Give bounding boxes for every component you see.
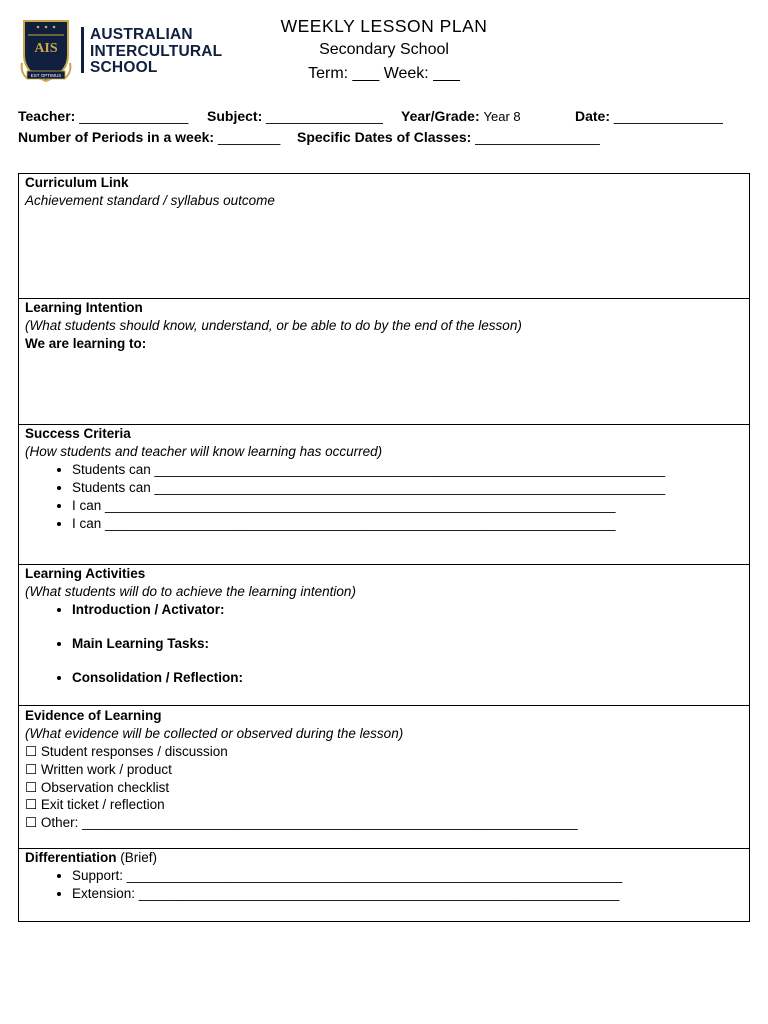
curriculum-section[interactable]	[19, 174, 749, 299]
dates-value: ________________	[475, 129, 600, 145]
activity-item: • Consolidation / Reflection:	[72, 669, 743, 687]
intention-heading: Learning Intention	[25, 300, 143, 315]
checkbox-icon[interactable]: ☐	[25, 815, 38, 831]
differentiation-item: • Extension: ________________________________________________________________	[72, 885, 743, 903]
evidence-option[interactable]	[25, 761, 743, 779]
activities-heading: Learning Activities	[25, 566, 146, 581]
lesson-plan-table	[18, 173, 750, 922]
success-item: • Students can ____________________________________________________________________	[72, 461, 743, 479]
periods-value: ________	[217, 129, 281, 145]
checkbox-icon[interactable]: ☐	[25, 744, 38, 759]
success-item: • I can ____________________________________________________________________	[72, 497, 743, 515]
year-label: Year/Grade:	[401, 108, 480, 124]
evidence-heading: Evidence of Learning	[25, 708, 162, 723]
subject-label: Subject:	[207, 108, 263, 124]
evidence-option-label: Written work / product	[40, 761, 172, 777]
success-subtitle: (How students and teacher will know learning has occurred)	[25, 444, 383, 459]
subject-field[interactable]	[207, 108, 383, 124]
page-title: WEEKLY LESSON PLAN	[280, 16, 488, 36]
school-name-line-3: SCHOOL	[90, 59, 158, 76]
teacher-value: ______________	[79, 108, 189, 124]
evidence-option-label: Observation checklist	[40, 779, 170, 795]
differentiation-item: • Support: __________________________________________________________________	[72, 867, 743, 885]
success-list	[25, 461, 743, 533]
success-item: • Students can ____________________________________________________________________	[72, 479, 743, 497]
intention-section[interactable]	[19, 299, 749, 425]
evidence-option[interactable]	[25, 743, 743, 761]
evidence-option[interactable]	[25, 814, 743, 832]
activities-subtitle: (What students will do to achieve the learning intention)	[25, 584, 356, 599]
differentiation-note: (Brief)	[120, 850, 158, 865]
dates-label: Specific Dates of Classes:	[297, 129, 472, 145]
differentiation-heading: Differentiation	[25, 850, 117, 865]
intention-subtitle: (What students should know, understand, or be able to do by the end of the lesson)	[25, 318, 522, 333]
differentiation-list	[25, 867, 743, 903]
evidence-option-label: Exit ticket / reflection	[40, 797, 165, 813]
year-value: Year 8	[483, 109, 521, 124]
curriculum-heading: Curriculum Link	[25, 175, 129, 190]
school-name-line-1: AUSTRALIAN	[90, 26, 193, 43]
page-subtitle: Secondary School	[319, 41, 449, 58]
teacher-field[interactable]	[18, 108, 188, 124]
periods-field[interactable]	[18, 129, 280, 145]
periods-label: Number of Periods in a week:	[18, 129, 215, 145]
teacher-label: Teacher:	[18, 108, 76, 124]
evidence-option[interactable]	[25, 796, 743, 814]
date-value: ______________	[613, 108, 723, 124]
activity-item: • Introduction / Activator:	[72, 601, 743, 619]
evidence-section[interactable]	[19, 706, 749, 849]
evidence-subtitle: (What evidence will be collected or observed during the lesson)	[25, 726, 404, 741]
year-field[interactable]	[401, 108, 521, 124]
evidence-option-label: Other: __________________________________________________________________	[40, 815, 578, 831]
activity-item: • Main Learning Tasks:	[72, 635, 743, 653]
evidence-option[interactable]	[25, 779, 743, 797]
checkbox-icon[interactable]: ☐	[25, 779, 38, 795]
checkbox-icon[interactable]: ☐	[25, 761, 38, 777]
checkbox-icon[interactable]: ☐	[25, 797, 38, 813]
intention-prompt: We are learning to:	[25, 336, 147, 351]
date-field[interactable]	[575, 108, 723, 124]
success-section[interactable]	[19, 425, 749, 565]
curriculum-subtitle: Achievement standard / syllabus outcome	[25, 193, 275, 208]
differentiation-section[interactable]	[19, 849, 749, 921]
term-week-line: Term: ___ Week: ___	[308, 65, 460, 82]
dates-field[interactable]	[297, 129, 600, 145]
logo-abbrev: AIS	[34, 41, 58, 56]
activities-list	[25, 601, 743, 687]
evidence-option-label: Student responses / discussion	[40, 744, 228, 759]
school-name-line-2: INTERCULTURAL	[90, 42, 223, 60]
date-label: Date:	[575, 108, 611, 124]
success-item: • I can ____________________________________________________________________	[72, 515, 743, 533]
activities-section[interactable]	[19, 565, 749, 706]
logo-motto: EST OPTIMUS	[30, 73, 62, 78]
success-heading: Success Criteria	[25, 426, 131, 441]
subject-value: _______________	[266, 108, 383, 124]
